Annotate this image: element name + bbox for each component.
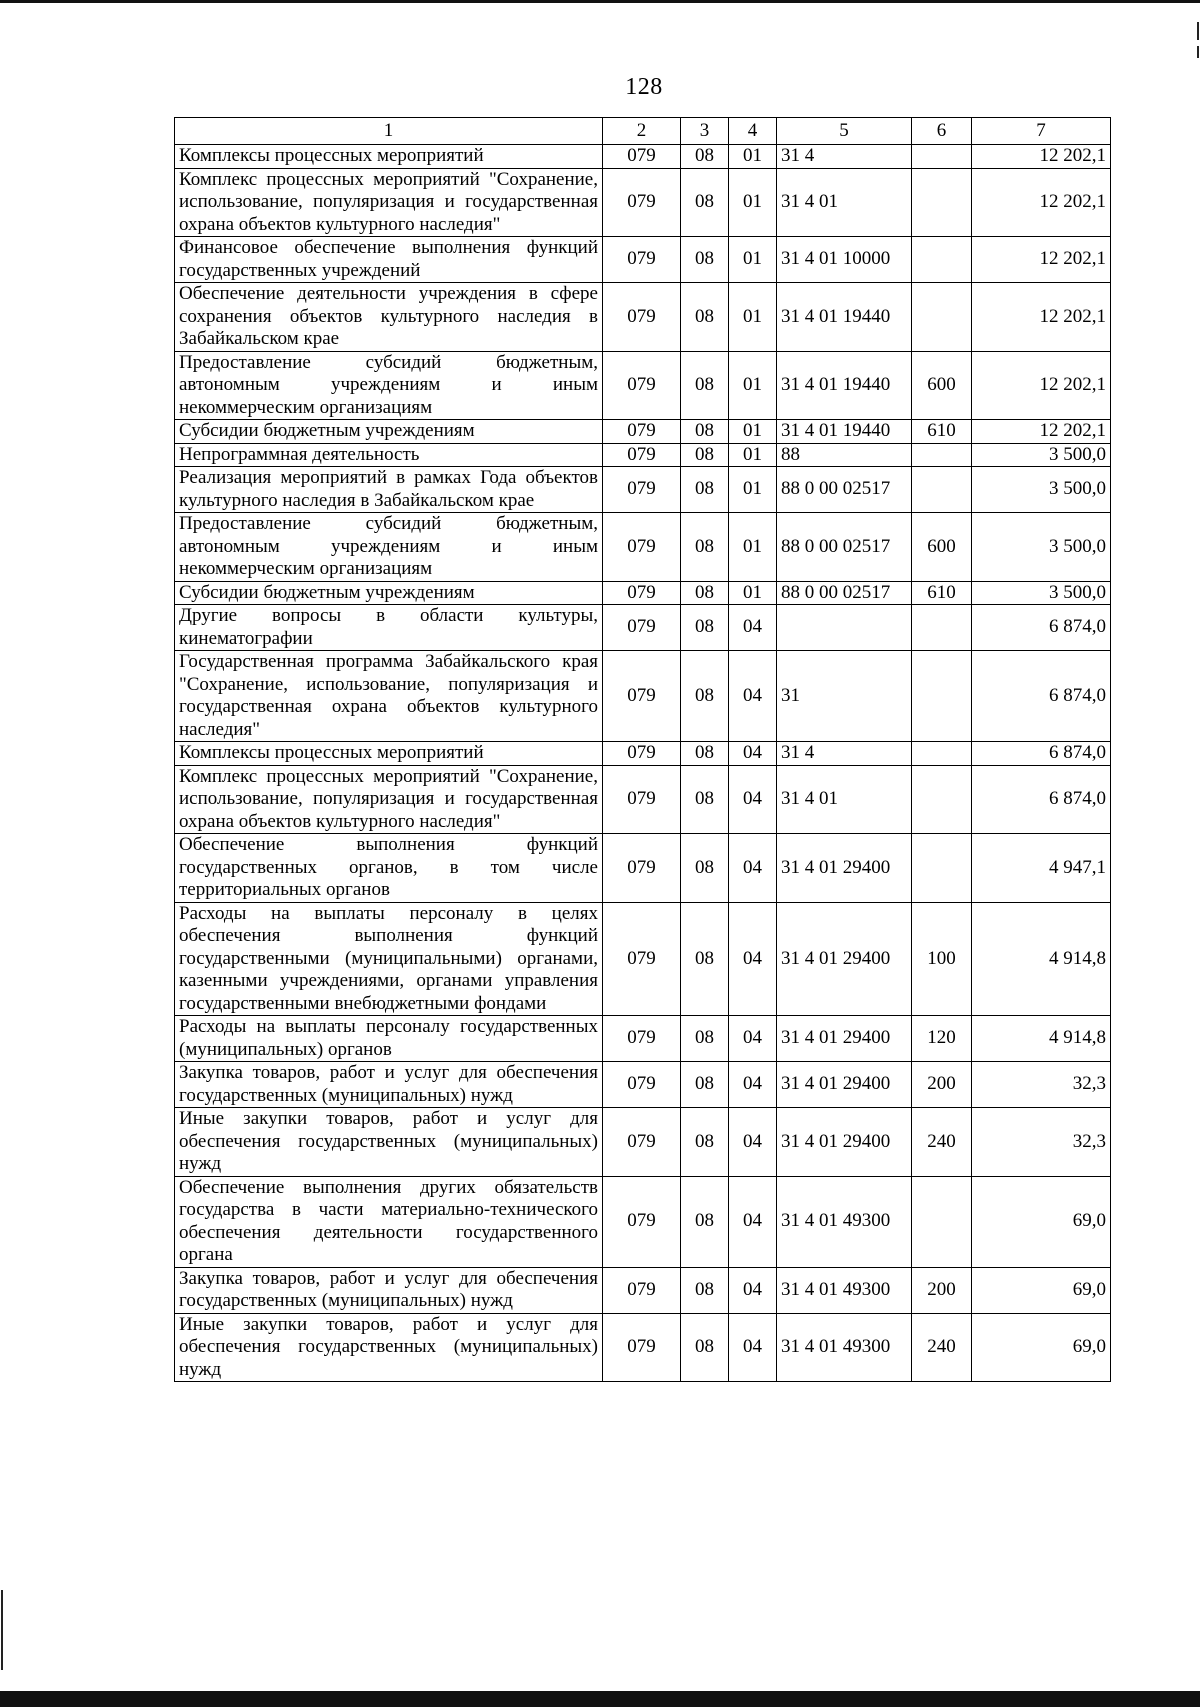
amount-cell: 3 500,0 bbox=[972, 443, 1111, 467]
ministry-code-cell: 079 bbox=[603, 1108, 681, 1177]
section-code-cell: 08 bbox=[681, 902, 729, 1016]
table-row bbox=[175, 145, 1111, 169]
expense-type-cell: 100 bbox=[912, 902, 972, 1016]
expense-type-cell: 600 bbox=[912, 513, 972, 582]
target-article-cell: 31 4 01 29400 bbox=[777, 1062, 912, 1108]
amount-cell: 3 500,0 bbox=[972, 467, 1111, 513]
subsection-code-cell: 01 bbox=[729, 145, 777, 169]
section-code-cell: 08 bbox=[681, 237, 729, 283]
target-article-cell: 31 4 01 29400 bbox=[777, 834, 912, 903]
page-number: 128 bbox=[625, 74, 663, 100]
amount-cell: 12 202,1 bbox=[972, 237, 1111, 283]
column-header: 3 bbox=[681, 118, 729, 145]
ministry-code-cell: 079 bbox=[603, 1062, 681, 1108]
table-row bbox=[175, 420, 1111, 444]
expense-type-cell bbox=[912, 1176, 972, 1267]
ministry-code-cell: 079 bbox=[603, 902, 681, 1016]
ministry-code-cell: 079 bbox=[603, 443, 681, 467]
target-article-cell: 31 4 01 29400 bbox=[777, 1016, 912, 1062]
row-name-cell: Иные закупки товаров, работ и услуг для обеспечения государственных (муниципальных) нужд bbox=[175, 1108, 603, 1177]
table-row bbox=[175, 765, 1111, 834]
row-name-cell: Комплекс процессных мероприятий "Сохранение, использование, популяризация и государственная охрана объектов культурного наследия" bbox=[175, 168, 603, 237]
scan-margin-mark bbox=[1197, 22, 1199, 40]
ministry-code-cell: 079 bbox=[603, 1016, 681, 1062]
subsection-code-cell: 04 bbox=[729, 742, 777, 766]
target-article-cell: 88 0 00 02517 bbox=[777, 467, 912, 513]
amount-cell: 12 202,1 bbox=[972, 283, 1111, 352]
section-code-cell: 08 bbox=[681, 1267, 729, 1313]
subsection-code-cell: 04 bbox=[729, 605, 777, 651]
target-article-cell: 31 4 01 19440 bbox=[777, 283, 912, 352]
amount-cell: 3 500,0 bbox=[972, 513, 1111, 582]
expense-type-cell bbox=[912, 605, 972, 651]
target-article-cell: 31 4 01 19440 bbox=[777, 351, 912, 420]
table-row bbox=[175, 902, 1111, 1016]
amount-cell: 6 874,0 bbox=[972, 742, 1111, 766]
target-article-cell: 31 bbox=[777, 651, 912, 742]
subsection-code-cell: 04 bbox=[729, 765, 777, 834]
expense-type-cell: 240 bbox=[912, 1108, 972, 1177]
table-row bbox=[175, 168, 1111, 237]
section-code-cell: 08 bbox=[681, 581, 729, 605]
target-article-cell: 31 4 01 10000 bbox=[777, 237, 912, 283]
expense-type-cell bbox=[912, 443, 972, 467]
expense-type-cell: 610 bbox=[912, 581, 972, 605]
row-name-cell: Комплексы процессных мероприятий bbox=[175, 742, 603, 766]
table-row bbox=[175, 443, 1111, 467]
target-article-cell: 31 4 01 29400 bbox=[777, 902, 912, 1016]
row-name-cell: Субсидии бюджетным учреждениям bbox=[175, 581, 603, 605]
amount-cell: 12 202,1 bbox=[972, 145, 1111, 169]
expense-type-cell bbox=[912, 765, 972, 834]
table-row bbox=[175, 834, 1111, 903]
target-article-cell: 31 4 01 19440 bbox=[777, 420, 912, 444]
ministry-code-cell: 079 bbox=[603, 283, 681, 352]
expense-type-cell: 240 bbox=[912, 1313, 972, 1382]
subsection-code-cell: 04 bbox=[729, 1016, 777, 1062]
section-code-cell: 08 bbox=[681, 467, 729, 513]
target-article-cell: 31 4 01 bbox=[777, 168, 912, 237]
section-code-cell: 08 bbox=[681, 443, 729, 467]
expense-type-cell bbox=[912, 145, 972, 169]
subsection-code-cell: 04 bbox=[729, 1313, 777, 1382]
column-header: 6 bbox=[912, 118, 972, 145]
expense-type-cell bbox=[912, 834, 972, 903]
subsection-code-cell: 04 bbox=[729, 902, 777, 1016]
column-header: 4 bbox=[729, 118, 777, 145]
amount-cell: 69,0 bbox=[972, 1176, 1111, 1267]
table-row bbox=[175, 283, 1111, 352]
row-name-cell: Комплексы процессных мероприятий bbox=[175, 145, 603, 169]
expense-type-cell bbox=[912, 651, 972, 742]
column-header: 7 bbox=[972, 118, 1111, 145]
row-name-cell: Предоставление субсидий бюджетным, автономным учреждениям и иным некоммерческим организациям bbox=[175, 513, 603, 582]
amount-cell: 69,0 bbox=[972, 1313, 1111, 1382]
subsection-code-cell: 01 bbox=[729, 513, 777, 582]
table-row bbox=[175, 605, 1111, 651]
amount-cell: 69,0 bbox=[972, 1267, 1111, 1313]
section-code-cell: 08 bbox=[681, 651, 729, 742]
row-name-cell: Расходы на выплаты персоналу государственных (муниципальных) органов bbox=[175, 1016, 603, 1062]
ministry-code-cell: 079 bbox=[603, 467, 681, 513]
ministry-code-cell: 079 bbox=[603, 765, 681, 834]
row-name-cell: Обеспечение выполнения других обязательств государства в части материально-технического обеспечения деятельности государственного органа bbox=[175, 1176, 603, 1267]
subsection-code-cell: 01 bbox=[729, 168, 777, 237]
amount-cell: 12 202,1 bbox=[972, 168, 1111, 237]
section-code-cell: 08 bbox=[681, 351, 729, 420]
section-code-cell: 08 bbox=[681, 145, 729, 169]
section-code-cell: 08 bbox=[681, 742, 729, 766]
table-row bbox=[175, 742, 1111, 766]
subsection-code-cell: 04 bbox=[729, 1108, 777, 1177]
row-name-cell: Предоставление субсидий бюджетным, автономным учреждениям и иным некоммерческим организациям bbox=[175, 351, 603, 420]
section-code-cell: 08 bbox=[681, 765, 729, 834]
section-code-cell: 08 bbox=[681, 1108, 729, 1177]
ministry-code-cell: 079 bbox=[603, 513, 681, 582]
table-row bbox=[175, 513, 1111, 582]
budget-table bbox=[174, 117, 1111, 1382]
table-body bbox=[175, 145, 1111, 1382]
table-row bbox=[175, 651, 1111, 742]
target-article-cell: 31 4 bbox=[777, 145, 912, 169]
expense-type-cell: 200 bbox=[912, 1267, 972, 1313]
target-article-cell: 88 0 00 02517 bbox=[777, 581, 912, 605]
subsection-code-cell: 04 bbox=[729, 1267, 777, 1313]
ministry-code-cell: 079 bbox=[603, 1267, 681, 1313]
subsection-code-cell: 01 bbox=[729, 443, 777, 467]
target-article-cell: 31 4 01 bbox=[777, 765, 912, 834]
subsection-code-cell: 04 bbox=[729, 651, 777, 742]
target-article-cell: 88 0 00 02517 bbox=[777, 513, 912, 582]
amount-cell: 3 500,0 bbox=[972, 581, 1111, 605]
table-row bbox=[175, 237, 1111, 283]
ministry-code-cell: 079 bbox=[603, 651, 681, 742]
table-row bbox=[175, 1016, 1111, 1062]
section-code-cell: 08 bbox=[681, 283, 729, 352]
amount-cell: 6 874,0 bbox=[972, 765, 1111, 834]
amount-cell: 4 914,8 bbox=[972, 902, 1111, 1016]
subsection-code-cell: 04 bbox=[729, 1062, 777, 1108]
section-code-cell: 08 bbox=[681, 605, 729, 651]
ministry-code-cell: 079 bbox=[603, 1313, 681, 1382]
subsection-code-cell: 01 bbox=[729, 420, 777, 444]
section-code-cell: 08 bbox=[681, 834, 729, 903]
table-row bbox=[175, 581, 1111, 605]
row-name-cell: Расходы на выплаты персоналу в целях обеспечения выполнения функций государственными (муниципальными) органами, казенными учреждениями, органами управления государственными внебюджетными фондами bbox=[175, 902, 603, 1016]
amount-cell: 12 202,1 bbox=[972, 420, 1111, 444]
target-article-cell: 31 4 01 49300 bbox=[777, 1176, 912, 1267]
target-article-cell: 31 4 bbox=[777, 742, 912, 766]
subsection-code-cell: 01 bbox=[729, 467, 777, 513]
table-row bbox=[175, 1108, 1111, 1177]
amount-cell: 4 914,8 bbox=[972, 1016, 1111, 1062]
subsection-code-cell: 04 bbox=[729, 834, 777, 903]
ministry-code-cell: 079 bbox=[603, 742, 681, 766]
table-row bbox=[175, 1313, 1111, 1382]
target-article-cell: 88 bbox=[777, 443, 912, 467]
row-name-cell: Государственная программа Забайкальского края "Сохранение, использование, популяризация и государственная охрана объектов культурного наследия" bbox=[175, 651, 603, 742]
section-code-cell: 08 bbox=[681, 1062, 729, 1108]
ministry-code-cell: 079 bbox=[603, 237, 681, 283]
column-header: 1 bbox=[175, 118, 603, 145]
row-name-cell: Иные закупки товаров, работ и услуг для обеспечения государственных (муниципальных) нужд bbox=[175, 1313, 603, 1382]
section-code-cell: 08 bbox=[681, 513, 729, 582]
amount-cell: 4 947,1 bbox=[972, 834, 1111, 903]
ministry-code-cell: 079 bbox=[603, 605, 681, 651]
expense-type-cell: 120 bbox=[912, 1016, 972, 1062]
subsection-code-cell: 01 bbox=[729, 581, 777, 605]
subsection-code-cell: 04 bbox=[729, 1176, 777, 1267]
ministry-code-cell: 079 bbox=[603, 145, 681, 169]
scan-margin-mark bbox=[1, 1590, 3, 1670]
section-code-cell: 08 bbox=[681, 168, 729, 237]
amount-cell: 12 202,1 bbox=[972, 351, 1111, 420]
table-row bbox=[175, 467, 1111, 513]
table-row bbox=[175, 1062, 1111, 1108]
row-name-cell: Обеспечение деятельности учреждения в сфере сохранения объектов культурного наследия в Забайкальском крае bbox=[175, 283, 603, 352]
subsection-code-cell: 01 bbox=[729, 283, 777, 352]
row-name-cell: Субсидии бюджетным учреждениям bbox=[175, 420, 603, 444]
ministry-code-cell: 079 bbox=[603, 420, 681, 444]
expense-type-cell bbox=[912, 168, 972, 237]
row-name-cell: Непрограммная деятельность bbox=[175, 443, 603, 467]
subsection-code-cell: 01 bbox=[729, 237, 777, 283]
row-name-cell: Финансовое обеспечение выполнения функций государственных учреждений bbox=[175, 237, 603, 283]
expense-type-cell bbox=[912, 237, 972, 283]
ministry-code-cell: 079 bbox=[603, 834, 681, 903]
scan-top-edge bbox=[0, 0, 1200, 3]
subsection-code-cell: 01 bbox=[729, 351, 777, 420]
table-header-row bbox=[175, 118, 1111, 145]
ministry-code-cell: 079 bbox=[603, 351, 681, 420]
table-row bbox=[175, 1176, 1111, 1267]
section-code-cell: 08 bbox=[681, 420, 729, 444]
row-name-cell: Комплекс процессных мероприятий "Сохранение, использование, популяризация и государственная охрана объектов культурного наследия" bbox=[175, 765, 603, 834]
amount-cell: 32,3 bbox=[972, 1108, 1111, 1177]
expense-type-cell: 200 bbox=[912, 1062, 972, 1108]
section-code-cell: 08 bbox=[681, 1313, 729, 1382]
section-code-cell: 08 bbox=[681, 1016, 729, 1062]
scan-margin-mark bbox=[1197, 46, 1199, 58]
expense-type-cell: 610 bbox=[912, 420, 972, 444]
table-row bbox=[175, 1267, 1111, 1313]
ministry-code-cell: 079 bbox=[603, 1176, 681, 1267]
ministry-code-cell: 079 bbox=[603, 168, 681, 237]
expense-type-cell bbox=[912, 467, 972, 513]
target-article-cell: 31 4 01 49300 bbox=[777, 1313, 912, 1382]
amount-cell: 6 874,0 bbox=[972, 605, 1111, 651]
expense-type-cell bbox=[912, 283, 972, 352]
expense-type-cell bbox=[912, 742, 972, 766]
amount-cell: 6 874,0 bbox=[972, 651, 1111, 742]
amount-cell: 32,3 bbox=[972, 1062, 1111, 1108]
row-name-cell: Обеспечение выполнения функций государственных органов, в том числе территориальных органов bbox=[175, 834, 603, 903]
column-header: 2 bbox=[603, 118, 681, 145]
row-name-cell: Закупка товаров, работ и услуг для обеспечения государственных (муниципальных) нужд bbox=[175, 1267, 603, 1313]
target-article-cell bbox=[777, 605, 912, 651]
row-name-cell: Другие вопросы в области культуры, кинематографии bbox=[175, 605, 603, 651]
section-code-cell: 08 bbox=[681, 1176, 729, 1267]
ministry-code-cell: 079 bbox=[603, 581, 681, 605]
column-header: 5 bbox=[777, 118, 912, 145]
row-name-cell: Закупка товаров, работ и услуг для обеспечения государственных (муниципальных) нужд bbox=[175, 1062, 603, 1108]
row-name-cell: Реализация мероприятий в рамках Года объектов культурного наследия в Забайкальском крае bbox=[175, 467, 603, 513]
target-article-cell: 31 4 01 29400 bbox=[777, 1108, 912, 1177]
scan-bottom-edge bbox=[0, 1691, 1200, 1707]
target-article-cell: 31 4 01 49300 bbox=[777, 1267, 912, 1313]
table-row bbox=[175, 351, 1111, 420]
expense-type-cell: 600 bbox=[912, 351, 972, 420]
